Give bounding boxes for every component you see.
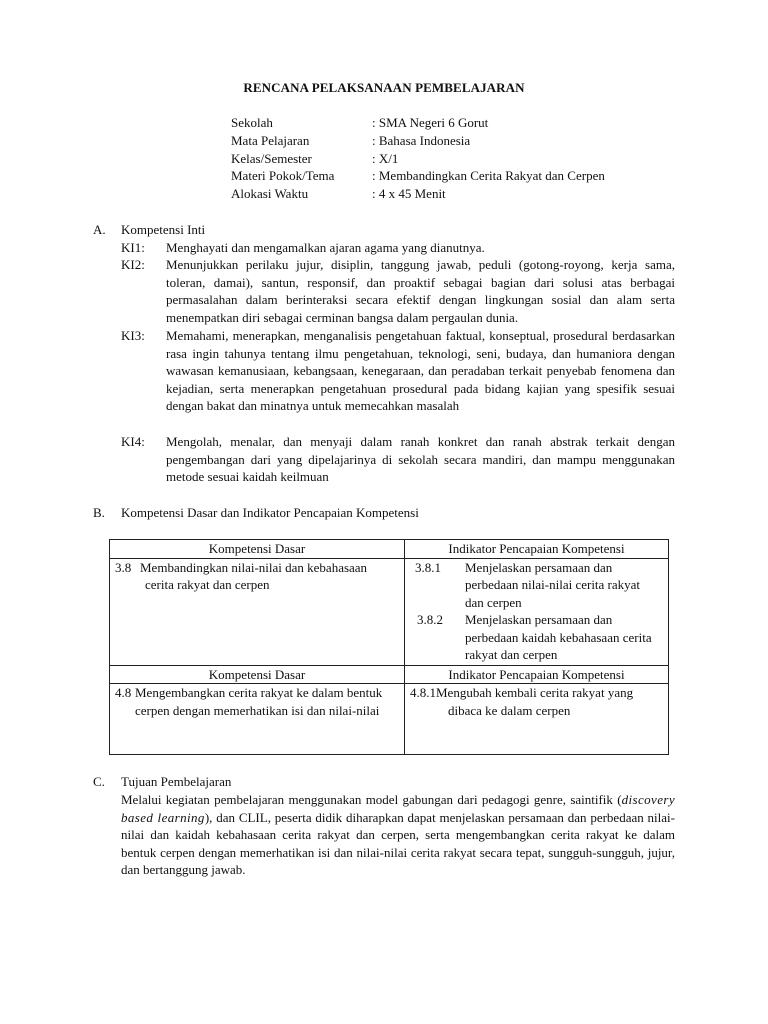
ki-item bbox=[121, 239, 675, 257]
section-label: Kompetensi Inti bbox=[121, 222, 206, 237]
ipk-number: 3.8.2 bbox=[417, 612, 443, 627]
ipk-item bbox=[410, 684, 663, 719]
section-letter: A. bbox=[93, 222, 106, 237]
ipk-text: Mengubah kembali cerita rakyat yang dibaca ke dalam cerpen bbox=[436, 685, 634, 718]
identity-value: : X/1 bbox=[372, 150, 399, 166]
tujuan-text-after: ), dan CLIL, peserta didik diharapkan dapat menjelaskan persamaan dan perbedaan nilai-nilai dan kaidah kebahasaan cerita rakyat dan cerpen, serta mengembangkan cerita rakyat ke dalam bentuk cerpen dengan memerhatikan isi dan nilai-nilai cerita rakyat secara tepat, sungguh-sungguh, jujur, dan bertanggung jawab. bbox=[121, 809, 675, 877]
ipk-text: Menjelaskan persamaan dan perbedaan nilai-nilai cerita rakyat dan cerpen bbox=[465, 559, 641, 610]
identity-key: Mata Pelajaran bbox=[231, 132, 310, 148]
kd-ipk-table bbox=[109, 539, 669, 755]
table-header-row bbox=[110, 540, 669, 559]
identity-key: Alokasi Waktu bbox=[231, 186, 309, 202]
identity-value: : Bahasa Indonesia bbox=[372, 132, 471, 148]
ki-text: Mengolah, menalar, dan menyaji dalam ranah konkret dan ranah abstrak terkait dengan pengembangan dari yang dipelajarinya di sekolah secara mandiri, dan mampu menggunakan metode sesuai kaidah keilmuan bbox=[166, 434, 675, 484]
identity-value: : 4 x 45 Menit bbox=[372, 186, 446, 202]
identity-key: Kelas/Semester bbox=[231, 150, 312, 166]
kd-text: Membandingkan nilai-nilai dan kebahasaan cerita rakyat dan cerpen bbox=[140, 559, 368, 592]
header-kd: Kompetensi Dasar bbox=[110, 540, 405, 559]
ipk-cell bbox=[405, 684, 669, 755]
identity-key: Sekolah bbox=[231, 115, 273, 130]
kd-number: 3.8 bbox=[115, 559, 132, 575]
ipk-text: Menjelaskan persamaan dan perbedaan kaidah kebahasaan cerita rakyat dan cerpen bbox=[465, 612, 652, 662]
ki-code: KI1: bbox=[121, 240, 145, 255]
kd-number: 4.8 bbox=[115, 685, 132, 700]
identity-row bbox=[231, 185, 605, 203]
kd-cell bbox=[110, 684, 405, 755]
identity-value: : Membandingkan Cerita Rakyat dan Cerpen bbox=[372, 168, 605, 184]
document-title: RENCANA PELAKSANAAN PEMBELAJARAN bbox=[243, 80, 525, 95]
section-letter: B. bbox=[93, 505, 105, 520]
table-row bbox=[110, 558, 669, 665]
ki-text: Menunjukkan perilaku jujur, disiplin, tanggung jawab, peduli (gotong-royong, kerja sama, toleran, damai), santun, responsif, dan proaktif sebagai bagian dari solusi atas berbagai permasalahan dalam berinteraksi secara efektif dengan lingkungan sosial dan alam serta menempatkan diri sebagai cerminan bangsa dalam pergaulan dunia. bbox=[166, 257, 675, 325]
section-label: Kompetensi Dasar dan Indikator Pencapaian Kompetensi bbox=[121, 505, 419, 520]
ki-item bbox=[121, 256, 675, 326]
ki-text: Menghayati dan mengamalkan ajaran agama yang dianutnya. bbox=[166, 240, 485, 255]
identity-row bbox=[231, 150, 605, 168]
identity-table bbox=[231, 114, 605, 203]
kd-cell bbox=[110, 558, 405, 665]
kd-item bbox=[115, 684, 399, 719]
ki-code: KI2: bbox=[121, 257, 145, 272]
ipk-number: 3.8.1 bbox=[415, 559, 441, 575]
ki-code: KI3: bbox=[121, 328, 145, 343]
tujuan-paragraph bbox=[121, 791, 675, 879]
identity-key: Materi Pokok/Tema bbox=[231, 168, 335, 184]
section-label: Tujuan Pembelajaran bbox=[121, 774, 232, 789]
header-ipk: Indikator Pencapaian Kompetensi bbox=[405, 665, 669, 684]
identity-row bbox=[231, 167, 605, 185]
ki-text: Memahami, menerapkan, menganalisis pengetahuan faktual, konseptual, prosedural berdasarkan rasa ingin tahunya tentang ilmu pengetahuan, teknologi, seni, budaya, dan humaniora dengan wawasan kemanusiaan, kebangsaan, kenegaraan, dan peradaban terkait penyebab fenomena dan kejadian, serta menerapkan pengetahuan prosedural pada bidang kajian yang spesifik sesuai dengan bakat dan minatnya untuk memecahkan masalah bbox=[166, 328, 675, 413]
identity-row bbox=[231, 114, 605, 132]
table-header-row bbox=[110, 665, 669, 684]
header-ipk: Indikator Pencapaian Kompetensi bbox=[405, 540, 669, 559]
kd-item bbox=[115, 559, 399, 594]
tujuan-text-before: Melalui kegiatan pembelajaran menggunakan model gabungan dari pedagogi genre, saintifik ( bbox=[121, 792, 622, 807]
identity-value: : SMA Negeri 6 Gorut bbox=[372, 115, 489, 130]
table-row bbox=[110, 684, 669, 755]
ipk-item bbox=[410, 611, 663, 664]
ipk-number: 4.8.1 bbox=[410, 685, 436, 700]
header-kd: Kompetensi Dasar bbox=[110, 665, 405, 684]
ki-code: KI4: bbox=[121, 434, 145, 449]
kd-text: Mengembangkan cerita rakyat ke dalam bentuk cerpen dengan memerhatikan isi dan nilai-nilai bbox=[135, 685, 383, 718]
ki-item bbox=[121, 433, 675, 486]
identity-row bbox=[231, 132, 605, 150]
tujuan-text-italic: discovery based learning bbox=[121, 792, 675, 825]
section-letter: C. bbox=[93, 774, 105, 789]
ki-item bbox=[121, 327, 675, 415]
ipk-item bbox=[410, 559, 663, 612]
ipk-cell bbox=[405, 558, 669, 665]
